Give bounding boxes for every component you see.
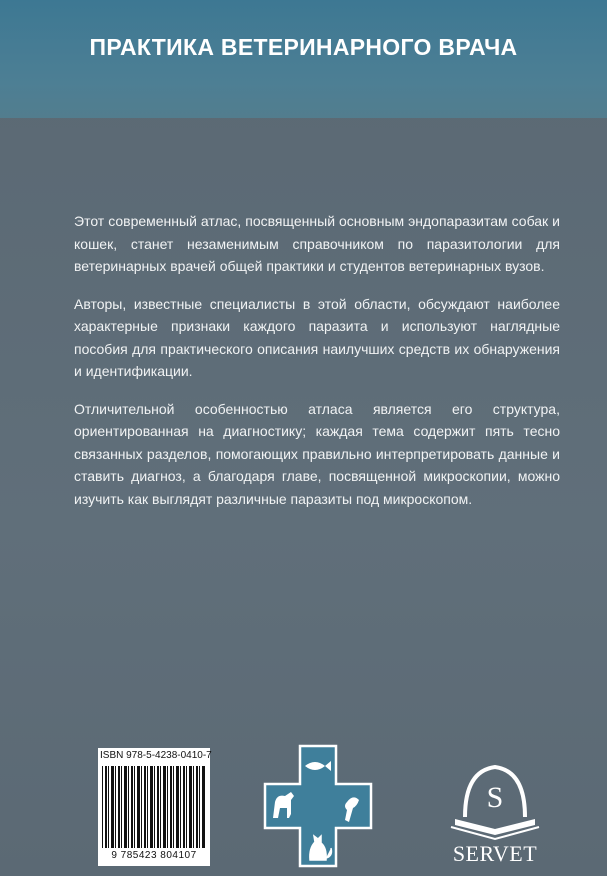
paragraph-1: Этот современный атлас, посвященный основным эндопаразитам собак и кошек, станет незаменимым справочником по паразитологии для ветеринарных врачей общей практики и студентов ветеринарных вузов. [74,213,560,274]
book-s-logo-icon [437,757,553,841]
svg-text:S: S [486,781,504,814]
barcode-bars [102,766,206,848]
paragraph-2: Авторы, известные специалисты в этой области, обсуждают наиболее характерные признаки каждого паразита и используют наглядные пособия для практического описания наилучших средств их обнаружения и идентификации. [74,295,560,379]
vet-cross-animals-icon [263,744,373,868]
publisher-name: SERVET [452,841,538,866]
publisher-logo [437,757,553,865]
barcode-digits: 9 785423 804107 [111,850,197,861]
paragraph-3: Отличительной особенностью атласа является его структура, ориентированная на диагностику; каждая тема содержит пять тесно связанных разделов, помогающих правильно интерпретировать данные и ставить диагноз, а благодаря главе, посвященной микроскопии, можно изучить как выглядят различные паразиты под микроскопом. [74,400,560,507]
header-band [0,0,607,118]
isbn-label: ISBN 978-5-4238-0410-7 [100,750,212,761]
description-text [74,210,560,525]
series-title: ПРАКТИКА ВЕТЕРИНАРНОГО ВРАЧА [89,34,518,60]
barcode [98,748,210,866]
